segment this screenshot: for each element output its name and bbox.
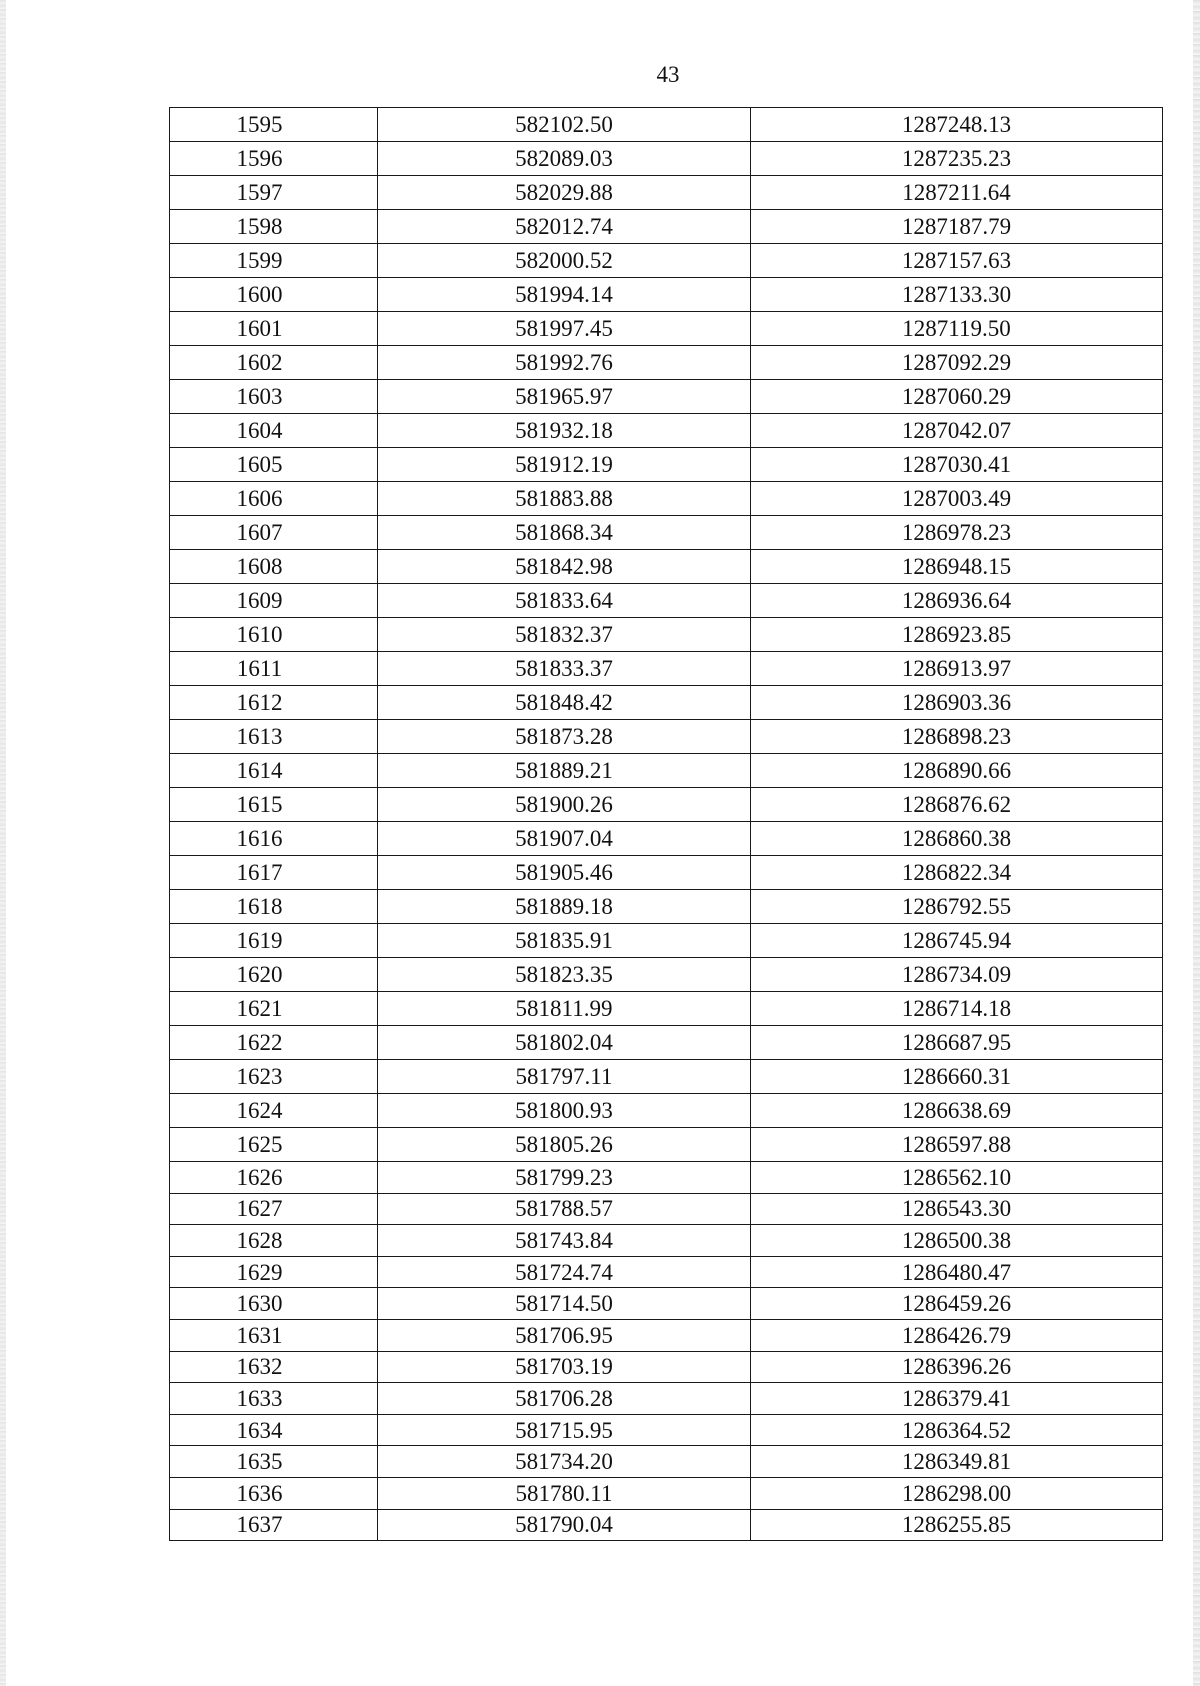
table-row <box>170 652 1163 686</box>
x-coordinate-cell: 581833.64 <box>378 584 751 618</box>
x-coordinate-cell: 581842.98 <box>378 550 751 584</box>
point-number-cell: 1634 <box>170 1414 378 1446</box>
y-coordinate-cell: 1287030.41 <box>751 448 1163 482</box>
table-row <box>170 346 1163 380</box>
point-number-cell: 1630 <box>170 1288 378 1320</box>
point-number-cell: 1613 <box>170 720 378 754</box>
x-coordinate-cell: 581900.26 <box>378 788 751 822</box>
point-number-cell: 1635 <box>170 1446 378 1478</box>
point-number-cell: 1612 <box>170 686 378 720</box>
x-coordinate-cell: 581833.37 <box>378 652 751 686</box>
point-number-cell: 1626 <box>170 1162 378 1194</box>
table-row <box>170 550 1163 584</box>
page-number: 43 <box>656 62 680 87</box>
y-coordinate-cell: 1287248.13 <box>751 108 1163 142</box>
y-coordinate-cell: 1286913.97 <box>751 652 1163 686</box>
table-row <box>170 584 1163 618</box>
x-coordinate-cell: 581703.19 <box>378 1351 751 1383</box>
point-number-cell: 1614 <box>170 754 378 788</box>
table-row <box>170 1509 1163 1541</box>
y-coordinate-cell: 1286597.88 <box>751 1128 1163 1162</box>
table-row <box>170 992 1163 1026</box>
point-number-cell: 1622 <box>170 1026 378 1060</box>
x-coordinate-cell: 581790.04 <box>378 1509 751 1541</box>
y-coordinate-cell: 1286480.47 <box>751 1256 1163 1288</box>
table-row <box>170 244 1163 278</box>
x-coordinate-cell: 581734.20 <box>378 1446 751 1478</box>
x-coordinate-cell: 581992.76 <box>378 346 751 380</box>
point-number-cell: 1621 <box>170 992 378 1026</box>
table-row <box>170 1162 1163 1194</box>
table-row <box>170 210 1163 244</box>
point-number-cell: 1599 <box>170 244 378 278</box>
table-row <box>170 1414 1163 1446</box>
y-coordinate-cell: 1286687.95 <box>751 1026 1163 1060</box>
x-coordinate-cell: 582000.52 <box>378 244 751 278</box>
point-number-cell: 1610 <box>170 618 378 652</box>
coordinates-table <box>169 107 1163 1541</box>
table-row <box>170 380 1163 414</box>
x-coordinate-cell: 581889.18 <box>378 890 751 924</box>
table-row <box>170 686 1163 720</box>
table-row <box>170 1446 1163 1478</box>
y-coordinate-cell: 1287119.50 <box>751 312 1163 346</box>
y-coordinate-cell: 1287042.07 <box>751 414 1163 448</box>
y-coordinate-cell: 1286936.64 <box>751 584 1163 618</box>
table-row <box>170 1225 1163 1257</box>
point-number-cell: 1604 <box>170 414 378 448</box>
point-number-cell: 1605 <box>170 448 378 482</box>
table-row <box>170 1288 1163 1320</box>
table-row <box>170 1060 1163 1094</box>
x-coordinate-cell: 581799.23 <box>378 1162 751 1194</box>
x-coordinate-cell: 581997.45 <box>378 312 751 346</box>
x-coordinate-cell: 581780.11 <box>378 1477 751 1509</box>
point-number-cell: 1631 <box>170 1319 378 1351</box>
point-number-cell: 1619 <box>170 924 378 958</box>
y-coordinate-cell: 1286379.41 <box>751 1383 1163 1415</box>
point-number-cell: 1633 <box>170 1383 378 1415</box>
x-coordinate-cell: 581724.74 <box>378 1256 751 1288</box>
point-number-cell: 1618 <box>170 890 378 924</box>
x-coordinate-cell: 581823.35 <box>378 958 751 992</box>
y-coordinate-cell: 1286298.00 <box>751 1477 1163 1509</box>
scan-edge-right <box>1193 0 1200 1686</box>
point-number-cell: 1606 <box>170 482 378 516</box>
table-row <box>170 1351 1163 1383</box>
point-number-cell: 1627 <box>170 1193 378 1225</box>
x-coordinate-cell: 581805.26 <box>378 1128 751 1162</box>
x-coordinate-cell: 581905.46 <box>378 856 751 890</box>
x-coordinate-cell: 581873.28 <box>378 720 751 754</box>
table-row <box>170 482 1163 516</box>
point-number-cell: 1603 <box>170 380 378 414</box>
x-coordinate-cell: 582102.50 <box>378 108 751 142</box>
y-coordinate-cell: 1287133.30 <box>751 278 1163 312</box>
point-number-cell: 1611 <box>170 652 378 686</box>
table-row <box>170 890 1163 924</box>
table-row <box>170 278 1163 312</box>
y-coordinate-cell: 1286822.34 <box>751 856 1163 890</box>
point-number-cell: 1625 <box>170 1128 378 1162</box>
y-coordinate-cell: 1286638.69 <box>751 1094 1163 1128</box>
table-row <box>170 1383 1163 1415</box>
point-number-cell: 1620 <box>170 958 378 992</box>
x-coordinate-cell: 582029.88 <box>378 176 751 210</box>
y-coordinate-cell: 1287092.29 <box>751 346 1163 380</box>
x-coordinate-cell: 582089.03 <box>378 142 751 176</box>
point-number-cell: 1628 <box>170 1225 378 1257</box>
table-row <box>170 822 1163 856</box>
point-number-cell: 1595 <box>170 108 378 142</box>
y-coordinate-cell: 1286396.26 <box>751 1351 1163 1383</box>
y-coordinate-cell: 1286500.38 <box>751 1225 1163 1257</box>
y-coordinate-cell: 1286898.23 <box>751 720 1163 754</box>
table-row <box>170 1477 1163 1509</box>
y-coordinate-cell: 1286890.66 <box>751 754 1163 788</box>
point-number-cell: 1600 <box>170 278 378 312</box>
y-coordinate-cell: 1286426.79 <box>751 1319 1163 1351</box>
point-number-cell: 1623 <box>170 1060 378 1094</box>
y-coordinate-cell: 1286660.31 <box>751 1060 1163 1094</box>
y-coordinate-cell: 1286459.26 <box>751 1288 1163 1320</box>
x-coordinate-cell: 581802.04 <box>378 1026 751 1060</box>
x-coordinate-cell: 581883.88 <box>378 482 751 516</box>
y-coordinate-cell: 1286543.30 <box>751 1193 1163 1225</box>
table-row <box>170 108 1163 142</box>
table-row <box>170 448 1163 482</box>
x-coordinate-cell: 581706.95 <box>378 1319 751 1351</box>
x-coordinate-cell: 581848.42 <box>378 686 751 720</box>
point-number-cell: 1637 <box>170 1509 378 1541</box>
x-coordinate-cell: 581715.95 <box>378 1414 751 1446</box>
table-row <box>170 312 1163 346</box>
x-coordinate-cell: 581811.99 <box>378 992 751 1026</box>
x-coordinate-cell: 582012.74 <box>378 210 751 244</box>
y-coordinate-cell: 1286860.38 <box>751 822 1163 856</box>
table-row <box>170 1128 1163 1162</box>
x-coordinate-cell: 581994.14 <box>378 278 751 312</box>
x-coordinate-cell: 581835.91 <box>378 924 751 958</box>
point-number-cell: 1601 <box>170 312 378 346</box>
y-coordinate-cell: 1286792.55 <box>751 890 1163 924</box>
point-number-cell: 1597 <box>170 176 378 210</box>
point-number-cell: 1629 <box>170 1256 378 1288</box>
table-row <box>170 720 1163 754</box>
point-number-cell: 1624 <box>170 1094 378 1128</box>
y-coordinate-cell: 1286948.15 <box>751 550 1163 584</box>
point-number-cell: 1596 <box>170 142 378 176</box>
point-number-cell: 1609 <box>170 584 378 618</box>
table-row <box>170 788 1163 822</box>
table-row <box>170 1319 1163 1351</box>
y-coordinate-cell: 1286923.85 <box>751 618 1163 652</box>
table-row <box>170 1193 1163 1225</box>
table-row <box>170 1094 1163 1128</box>
x-coordinate-cell: 581706.28 <box>378 1383 751 1415</box>
y-coordinate-cell: 1287187.79 <box>751 210 1163 244</box>
y-coordinate-cell: 1286734.09 <box>751 958 1163 992</box>
y-coordinate-cell: 1286562.10 <box>751 1162 1163 1194</box>
point-number-cell: 1617 <box>170 856 378 890</box>
point-number-cell: 1616 <box>170 822 378 856</box>
y-coordinate-cell: 1287157.63 <box>751 244 1163 278</box>
x-coordinate-cell: 581714.50 <box>378 1288 751 1320</box>
table-row <box>170 414 1163 448</box>
y-coordinate-cell: 1287235.23 <box>751 142 1163 176</box>
point-number-cell: 1598 <box>170 210 378 244</box>
x-coordinate-cell: 581965.97 <box>378 380 751 414</box>
table-row <box>170 924 1163 958</box>
x-coordinate-cell: 581932.18 <box>378 414 751 448</box>
point-number-cell: 1602 <box>170 346 378 380</box>
table-row <box>170 1026 1163 1060</box>
table-row <box>170 176 1163 210</box>
y-coordinate-cell: 1286876.62 <box>751 788 1163 822</box>
point-number-cell: 1608 <box>170 550 378 584</box>
y-coordinate-cell: 1286364.52 <box>751 1414 1163 1446</box>
y-coordinate-cell: 1287003.49 <box>751 482 1163 516</box>
y-coordinate-cell: 1287060.29 <box>751 380 1163 414</box>
x-coordinate-cell: 581832.37 <box>378 618 751 652</box>
table-row <box>170 856 1163 890</box>
point-number-cell: 1636 <box>170 1477 378 1509</box>
table-row <box>170 1256 1163 1288</box>
x-coordinate-cell: 581912.19 <box>378 448 751 482</box>
coordinates-table-body <box>170 108 1163 1541</box>
x-coordinate-cell: 581868.34 <box>378 516 751 550</box>
scan-edge-left <box>0 0 6 1686</box>
x-coordinate-cell: 581800.93 <box>378 1094 751 1128</box>
x-coordinate-cell: 581907.04 <box>378 822 751 856</box>
table-row <box>170 618 1163 652</box>
x-coordinate-cell: 581797.11 <box>378 1060 751 1094</box>
y-coordinate-cell: 1286903.36 <box>751 686 1163 720</box>
y-coordinate-cell: 1287211.64 <box>751 176 1163 210</box>
y-coordinate-cell: 1286349.81 <box>751 1446 1163 1478</box>
table-row <box>170 516 1163 550</box>
y-coordinate-cell: 1286255.85 <box>751 1509 1163 1541</box>
y-coordinate-cell: 1286714.18 <box>751 992 1163 1026</box>
point-number-cell: 1607 <box>170 516 378 550</box>
y-coordinate-cell: 1286978.23 <box>751 516 1163 550</box>
table-row <box>170 754 1163 788</box>
x-coordinate-cell: 581788.57 <box>378 1193 751 1225</box>
point-number-cell: 1632 <box>170 1351 378 1383</box>
point-number-cell: 1615 <box>170 788 378 822</box>
x-coordinate-cell: 581743.84 <box>378 1225 751 1257</box>
y-coordinate-cell: 1286745.94 <box>751 924 1163 958</box>
x-coordinate-cell: 581889.21 <box>378 754 751 788</box>
table-row <box>170 958 1163 992</box>
table-row <box>170 142 1163 176</box>
